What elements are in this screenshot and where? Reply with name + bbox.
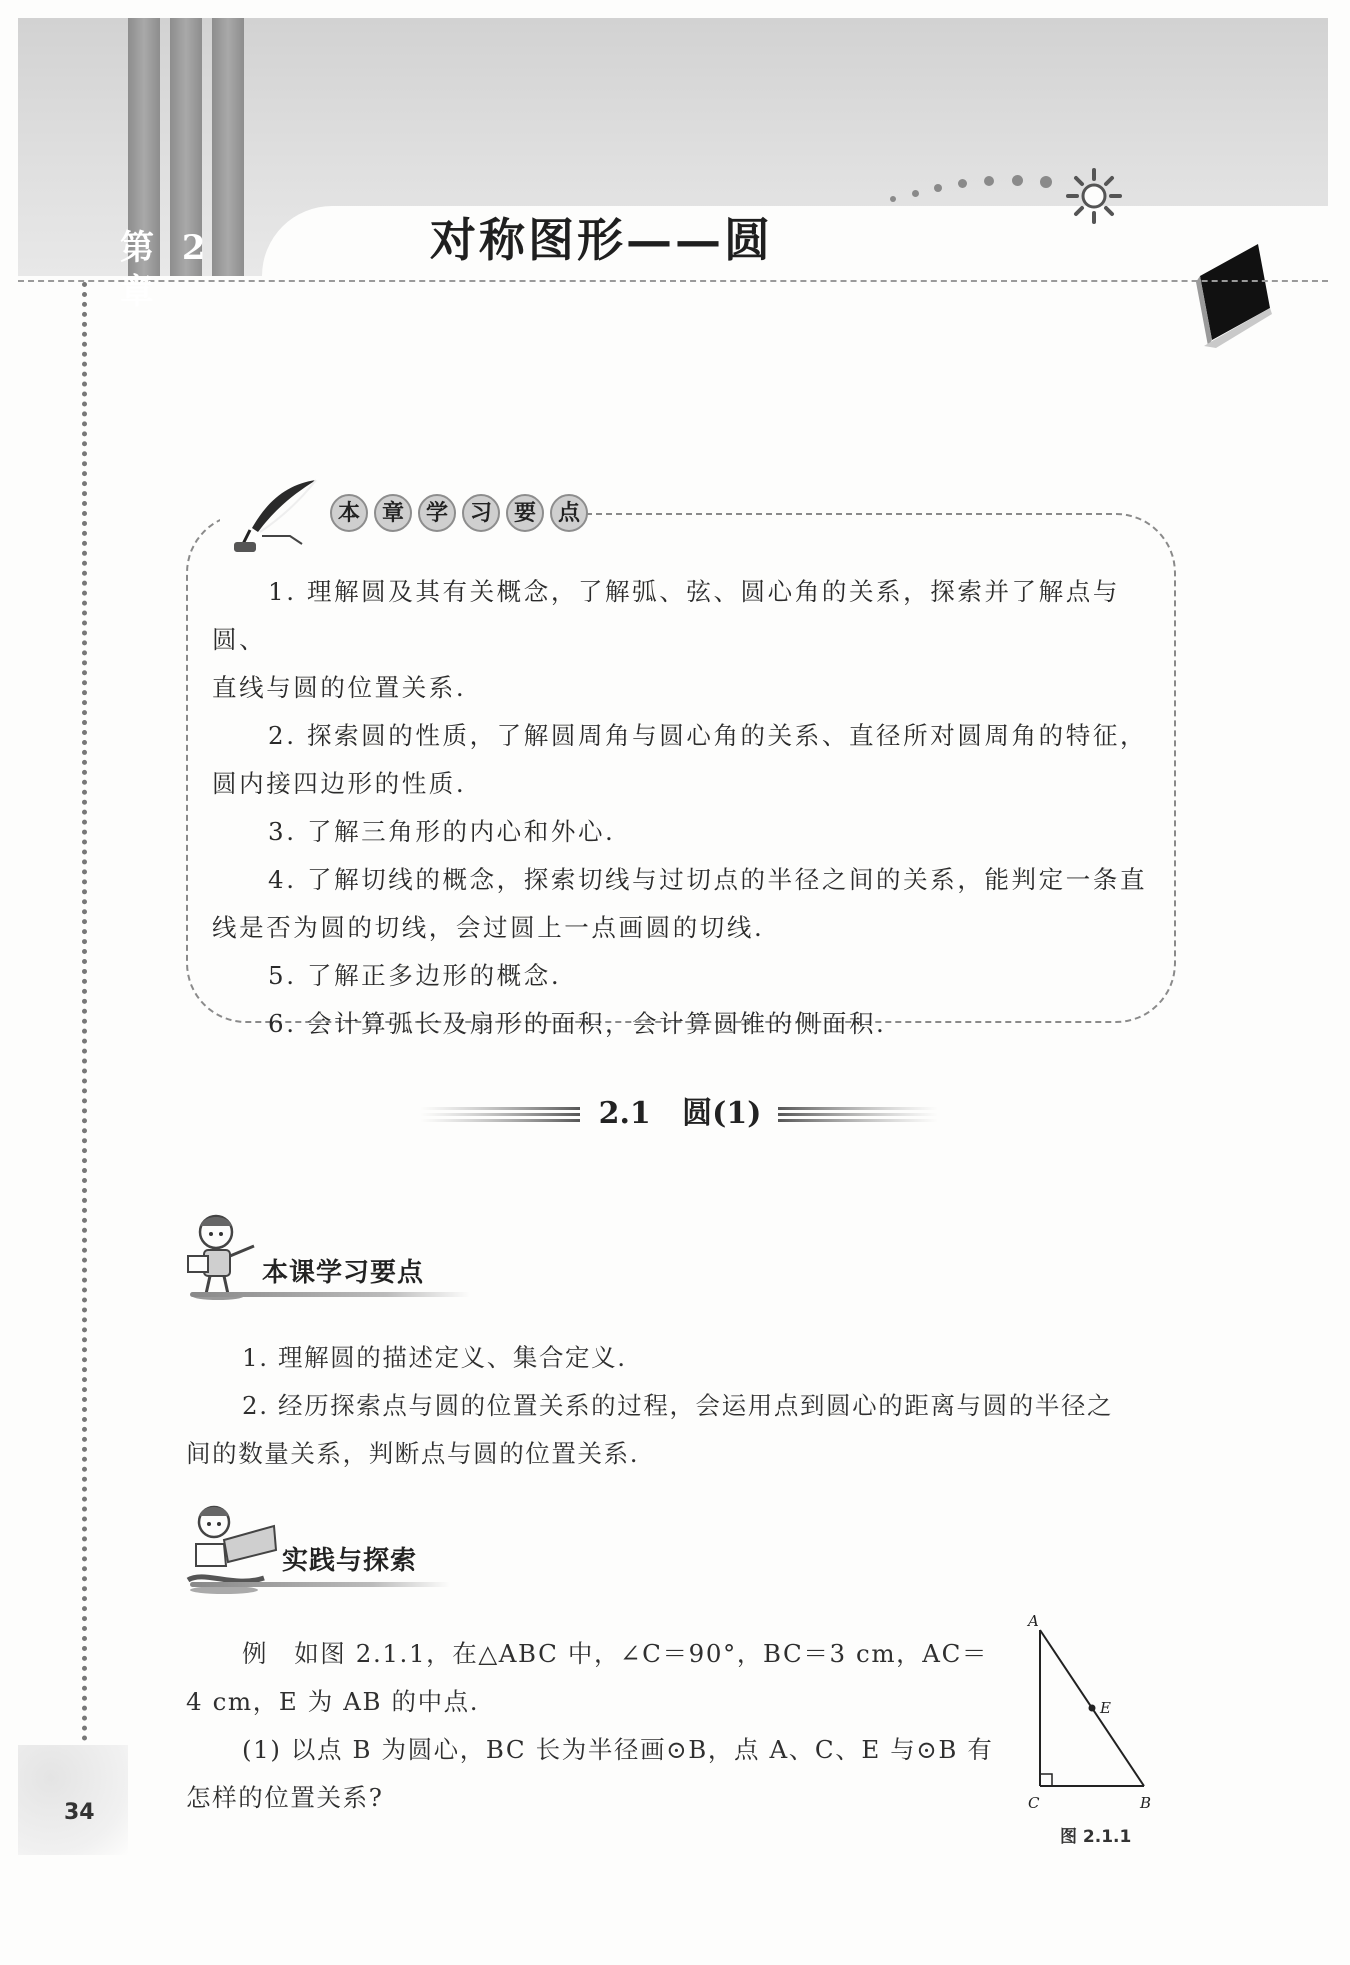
lesson-point-line: 2. 经历探索点与圆的位置关系的过程，会运用点到圆心的距离与圆的半径之 <box>242 1391 1114 1420</box>
key-point-line: 直线与圆的位置关系. <box>212 673 467 702</box>
label-b: B <box>1140 1794 1152 1812</box>
margin-dotted-line <box>82 282 87 1742</box>
key-point-line: 线是否为圆的切线，会过圆上一点画圆的切线. <box>212 913 765 942</box>
lesson-point-line: 间的数量关系，判断点与圆的位置关系. <box>186 1439 640 1468</box>
key-point-line: 5. 了解正多边形的概念. <box>268 961 562 990</box>
section-name: 圆(1) <box>682 1096 762 1131</box>
key-point-line: 4. 了解切线的概念，探索切线与过切点的半径之间的关系，能判定一条直 <box>268 865 1148 894</box>
heading-underline <box>190 1582 450 1587</box>
example-line: 怎样的位置关系? <box>186 1783 384 1812</box>
book-icon <box>1186 234 1276 352</box>
label-e: E <box>1100 1699 1111 1717</box>
quill-icon <box>228 476 328 556</box>
key-point-line: 6. 会计算弧长及扇形的面积，会计算圆锥的侧面积. <box>268 1009 887 1038</box>
heading-underline <box>190 1292 470 1297</box>
example-line: 例 如图 2.1.1，在△ABC 中，∠C＝90°，BC＝3 cm，AC＝ <box>242 1639 989 1668</box>
section-number: 2.1 <box>598 1096 651 1131</box>
lesson-key-points-heading: 本课学习要点 <box>262 1258 425 1288</box>
heading-char: 本 <box>330 494 368 532</box>
heading-char: 习 <box>462 494 500 532</box>
practice-heading: 实践与探索 <box>282 1546 418 1576</box>
title-tab <box>262 206 1328 276</box>
lesson-point-line: 1. 理解圆的描述定义、集合定义. <box>242 1343 627 1372</box>
page-number: 34 <box>64 1800 95 1825</box>
figure-triangle <box>1014 1610 1174 1820</box>
heading-char: 要 <box>506 494 544 532</box>
chapter-key-points-heading <box>330 494 588 532</box>
key-point-line: 3. 了解三角形的内心和外心. <box>268 817 616 846</box>
heading-char: 章 <box>374 494 412 532</box>
chapter-key-points-text <box>212 568 1162 1048</box>
sun-icon <box>890 166 1130 236</box>
label-c: C <box>1028 1794 1040 1812</box>
example-line: (1) 以点 B 为圆心，BC 长为半径画⊙B，点 A、C、E 与⊙B 有 <box>242 1735 994 1764</box>
heading-char: 点 <box>550 494 588 532</box>
figure-caption: 图 2.1.1 <box>1060 1827 1132 1847</box>
section-title-lines-right <box>778 1106 938 1124</box>
section-title-lines-left <box>420 1106 580 1124</box>
example-line: 4 cm，E 为 AB 的中点. <box>186 1687 480 1716</box>
key-point-line: 1. 理解圆及其有关概念，了解弧、弦、圆心角的关系，探索并了解点与圆、 <box>212 577 1120 654</box>
chapter-label: 第 2 章 <box>120 228 214 312</box>
key-point-line: 圆内接四边形的性质. <box>212 769 467 798</box>
example-text <box>186 1630 1006 1822</box>
label-a: A <box>1028 1612 1039 1630</box>
heading-char: 学 <box>418 494 456 532</box>
lesson-key-points-text <box>186 1334 1186 1478</box>
section-title <box>580 1094 780 1134</box>
student-reading-icon <box>184 1210 264 1302</box>
chapter-title: 对称图形——圆 <box>430 213 773 267</box>
key-point-line: 2. 探索圆的性质，了解圆周角与圆心角的关系、直径所对圆周角的特征， <box>268 721 1148 750</box>
